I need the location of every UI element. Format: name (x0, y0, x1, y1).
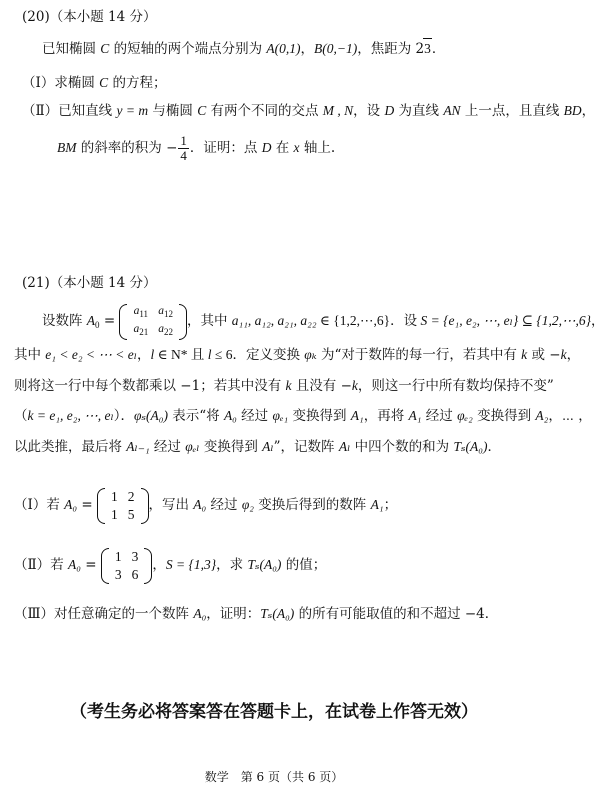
q20-intro: 已知椭圆 C 的短轴的两个端点分别为 A(0,1)，B(0,−1)，焦距为 23． (42, 38, 445, 59)
q21-line3: 则将这一行中每个数都乘以 −1；若其中没有 k 且没有 −k，则这一行中所有数均保持不变” (14, 378, 554, 394)
page-footer: 数学 第 6 页（共 6 页） (204, 770, 344, 784)
answer-sheet-notice: （考生务必将答案答在答题卡上，在试卷上作答无效） (70, 702, 478, 722)
matrix-general: $a_{11}$ $a_{12}$ $a_{21}$ $a_{22}$ (119, 304, 187, 340)
matrix-part2: 1 3 3 6 (101, 548, 153, 584)
q20-part2-line2: BM 的斜率的积为 − $\frac{1}{4}$ ．证明：点 D 在 x 轴上. (57, 133, 336, 163)
q21-part2: （Ⅱ）若 A₀ = 1 3 3 6 ，S = {1,3}，求 Tₛ(A₀) 的值； (14, 548, 327, 582)
q21-line2: 其中 e₁ < e₂ < ⋯ < eₗ，l ∈ N* 且 l ≤ 6．定义变换 φₖ 为“对于数阵的每一行，若其中有 k 或 −k， (14, 347, 581, 363)
q21-part3: （Ⅲ）对任意确定的一个数阵 A₀，证明：Tₛ(A₀) 的所有可能取值的和不超过 −4． (14, 606, 499, 622)
q20-part2-line1: （Ⅱ）已知直线 y = m 与椭圆 C 有两个不同的交点 M , N，设 D 为直线 AN 上一点，且直线 BD， (22, 103, 596, 119)
q21-header: (21)（本小题 14 分） (22, 275, 157, 291)
q20-part1: （Ⅰ）求椭圆 C 的方程； (22, 75, 167, 91)
fraction-one-quarter: $\frac{1}{4}$ (180, 133, 187, 163)
q21-line1: 设数阵 $A_0$ = $a_{11}$ $a_{12}$ $a_{21}$ $a_{22}$ ，其中 a₁₁, a₁₂, a₂₁, a₂₂ ∈ {1,2,⋯,6}．设 S = {e₁, e₂, ⋯, eₗ} ⊆ {1,2,⋯,6}， (42, 303, 605, 343)
q20-header: (20)（本小题 14 分） (22, 9, 157, 25)
q21-line4: （k = e₁, e₂, ⋯, eₗ）．φₛ(A₀) 表示“将 A₀ 经过 φₑ₁ 变换得到 A₁，再将 A₁ 经过 φₑ₂ 变换得到 A₂，⋯ ， (14, 408, 592, 424)
q21-part1: （Ⅰ）若 A₀ = 1 2 1 5 ，写出 A₀ 经过 φ₂ 变换后得到的数阵 A₁； (14, 488, 398, 522)
matrix-part1: 1 2 1 5 (97, 488, 149, 524)
q21-line5: 以此类推，最后将 Aₗ₋₁ 经过 φₑₗ 变换得到 Aₗ”，记数阵 Aₗ 中四个数的和为 Tₛ(A₀)． (14, 439, 501, 455)
